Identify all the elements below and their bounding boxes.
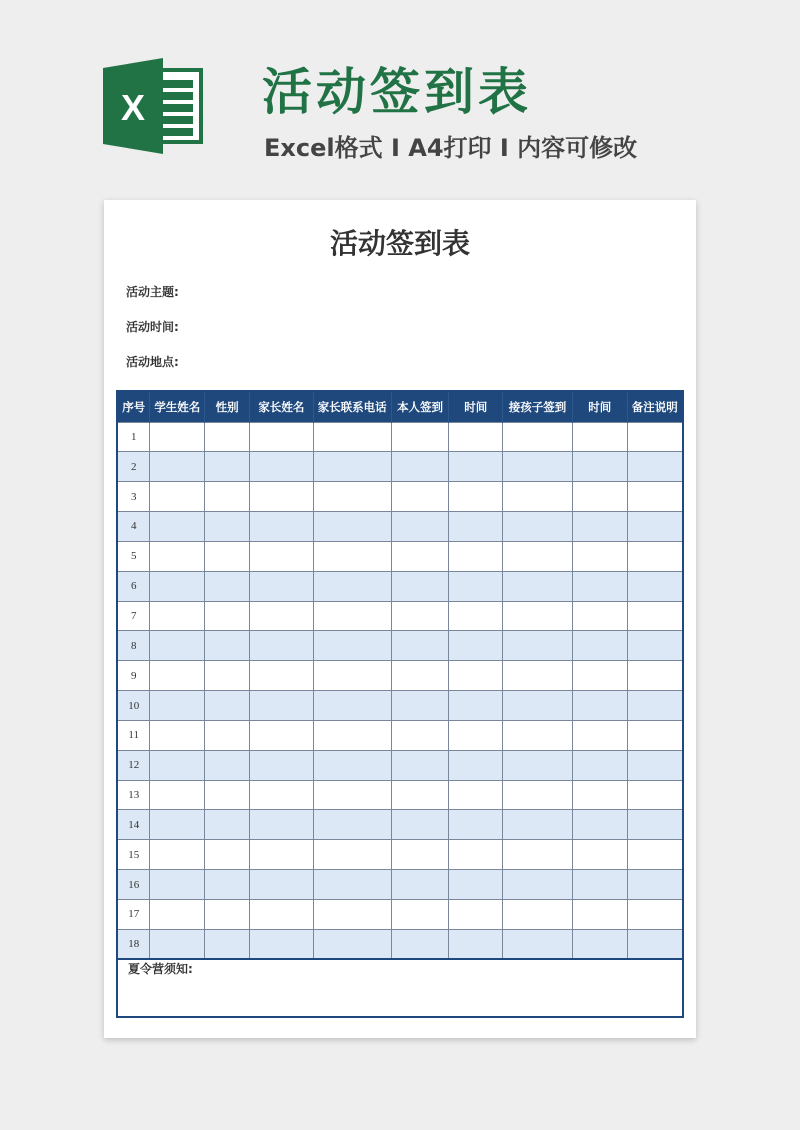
row-number: 1 — [117, 422, 150, 452]
table-cell[interactable] — [391, 929, 449, 959]
table-cell[interactable] — [205, 870, 250, 900]
table-cell[interactable] — [449, 661, 503, 691]
table-cell[interactable] — [249, 422, 313, 452]
table-row — [117, 780, 683, 810]
table-cell[interactable] — [205, 929, 250, 959]
row-number: 15 — [117, 840, 150, 870]
table-cell[interactable] — [249, 720, 313, 750]
table-cell[interactable] — [391, 452, 449, 482]
table-cell[interactable] — [503, 900, 573, 930]
column-header: 接孩子签到 — [503, 391, 573, 422]
row-number: 9 — [117, 661, 150, 691]
row-number: 10 — [117, 691, 150, 721]
table-cell[interactable] — [313, 810, 391, 840]
table-cell[interactable] — [150, 750, 205, 780]
table-cell[interactable] — [249, 780, 313, 810]
table-cell[interactable] — [391, 840, 449, 870]
row-number: 3 — [117, 482, 150, 512]
table-cell[interactable] — [150, 780, 205, 810]
excel-logo-icon — [103, 58, 203, 154]
table-cell[interactable] — [503, 571, 573, 601]
field-location: 活动地点: — [126, 355, 179, 369]
column-header: 时间 — [449, 391, 503, 422]
table-cell[interactable] — [150, 631, 205, 661]
table-cell[interactable] — [150, 900, 205, 930]
table-cell[interactable] — [205, 720, 250, 750]
table-cell[interactable] — [313, 840, 391, 870]
table-cell[interactable] — [627, 452, 683, 482]
table-cell[interactable] — [503, 870, 573, 900]
table-cell[interactable] — [313, 631, 391, 661]
table-cell[interactable] — [572, 750, 627, 780]
table-cell[interactable] — [205, 601, 250, 631]
table-cell[interactable] — [572, 870, 627, 900]
table-cell[interactable] — [503, 750, 573, 780]
table-cell[interactable] — [150, 840, 205, 870]
table-cell[interactable] — [150, 810, 205, 840]
table-cell[interactable] — [627, 780, 683, 810]
table-cell[interactable] — [205, 691, 250, 721]
table-cell[interactable] — [313, 780, 391, 810]
table-row — [117, 750, 683, 780]
notes-label: 夏令营须知: — [128, 962, 193, 976]
table-cell[interactable] — [449, 631, 503, 661]
table-cell[interactable] — [205, 541, 250, 571]
signin-table — [116, 390, 684, 960]
row-number: 16 — [117, 870, 150, 900]
table-cell[interactable] — [449, 691, 503, 721]
table-cell[interactable] — [572, 541, 627, 571]
table-cell[interactable] — [449, 452, 503, 482]
table-row — [117, 840, 683, 870]
table-cell[interactable] — [627, 870, 683, 900]
table-cell[interactable] — [150, 601, 205, 631]
table-cell[interactable] — [205, 780, 250, 810]
table-cell[interactable] — [572, 571, 627, 601]
table-cell[interactable] — [150, 691, 205, 721]
table-row — [117, 482, 683, 512]
column-header: 性别 — [205, 391, 250, 422]
table-cell[interactable] — [205, 900, 250, 930]
table-cell[interactable] — [313, 601, 391, 631]
table-cell[interactable] — [503, 541, 573, 571]
table-cell[interactable] — [449, 571, 503, 601]
table-cell[interactable] — [391, 750, 449, 780]
svg-text:X: X — [120, 87, 146, 128]
table-cell[interactable] — [627, 512, 683, 542]
row-number: 2 — [117, 452, 150, 482]
table-cell[interactable] — [627, 422, 683, 452]
table-cell[interactable] — [150, 482, 205, 512]
table-cell[interactable] — [503, 631, 573, 661]
header-subtitle: Excel格式 I A4打印 I 内容可修改 — [264, 134, 638, 162]
table-cell[interactable] — [205, 631, 250, 661]
table-cell[interactable] — [150, 870, 205, 900]
table-row — [117, 601, 683, 631]
table-cell[interactable] — [150, 541, 205, 571]
row-number: 18 — [117, 929, 150, 959]
table-cell[interactable] — [313, 929, 391, 959]
table-cell[interactable] — [249, 601, 313, 631]
table-cell[interactable] — [627, 661, 683, 691]
table-cell[interactable] — [572, 601, 627, 631]
table-cell[interactable] — [391, 870, 449, 900]
table-cell[interactable] — [313, 482, 391, 512]
table-cell[interactable] — [205, 452, 250, 482]
table-cell[interactable] — [449, 870, 503, 900]
table-cell[interactable] — [391, 691, 449, 721]
table-cell[interactable] — [627, 750, 683, 780]
table-row — [117, 631, 683, 661]
table-cell[interactable] — [627, 541, 683, 571]
table-cell[interactable] — [572, 691, 627, 721]
table-cell[interactable] — [391, 422, 449, 452]
table-cell[interactable] — [205, 810, 250, 840]
table-cell[interactable] — [503, 691, 573, 721]
table-cell[interactable] — [572, 661, 627, 691]
table-cell[interactable] — [313, 691, 391, 721]
table-cell[interactable] — [627, 900, 683, 930]
table-cell[interactable] — [313, 750, 391, 780]
table-cell[interactable] — [249, 900, 313, 930]
table-cell[interactable] — [391, 780, 449, 810]
table-row — [117, 422, 683, 452]
table-cell[interactable] — [503, 422, 573, 452]
table-cell[interactable] — [391, 482, 449, 512]
header-title: 活动签到表 — [262, 63, 532, 121]
column-header: 本人签到 — [391, 391, 449, 422]
table-cell[interactable] — [449, 541, 503, 571]
table-cell[interactable] — [627, 571, 683, 601]
table-row — [117, 541, 683, 571]
column-header: 备注说明 — [627, 391, 683, 422]
table-row — [117, 870, 683, 900]
table-cell[interactable] — [572, 929, 627, 959]
table-cell[interactable] — [503, 482, 573, 512]
column-header: 时间 — [572, 391, 627, 422]
table-cell[interactable] — [391, 571, 449, 601]
table-cell[interactable] — [449, 780, 503, 810]
table-cell[interactable] — [313, 452, 391, 482]
table-cell[interactable] — [313, 422, 391, 452]
table-cell[interactable] — [249, 870, 313, 900]
table-cell[interactable] — [313, 870, 391, 900]
table-cell[interactable] — [249, 661, 313, 691]
table-row — [117, 720, 683, 750]
row-number: 7 — [117, 601, 150, 631]
table-row — [117, 661, 683, 691]
table-row — [117, 571, 683, 601]
table-cell[interactable] — [503, 929, 573, 959]
column-header: 学生姓名 — [150, 391, 205, 422]
table-cell[interactable] — [205, 512, 250, 542]
table-cell[interactable] — [150, 720, 205, 750]
table-cell[interactable] — [572, 840, 627, 870]
column-header: 家长联系电话 — [313, 391, 391, 422]
table-cell[interactable] — [449, 482, 503, 512]
table-cell[interactable] — [503, 810, 573, 840]
row-number: 12 — [117, 750, 150, 780]
table-cell[interactable] — [249, 840, 313, 870]
table-cell[interactable] — [205, 840, 250, 870]
table-cell[interactable] — [503, 512, 573, 542]
table-cell[interactable] — [449, 422, 503, 452]
row-number: 14 — [117, 810, 150, 840]
table-cell[interactable] — [150, 929, 205, 959]
table-cell[interactable] — [503, 661, 573, 691]
table-cell[interactable] — [205, 750, 250, 780]
table-cell[interactable] — [150, 661, 205, 691]
table-cell[interactable] — [572, 900, 627, 930]
table-cell[interactable] — [313, 720, 391, 750]
table-cell[interactable] — [249, 512, 313, 542]
table-cell[interactable] — [205, 661, 250, 691]
table-cell[interactable] — [503, 452, 573, 482]
table-cell[interactable] — [449, 750, 503, 780]
notes-section — [116, 958, 684, 1018]
row-number: 13 — [117, 780, 150, 810]
table-cell[interactable] — [503, 720, 573, 750]
row-number: 5 — [117, 541, 150, 571]
field-theme: 活动主题: — [126, 285, 179, 299]
table-cell[interactable] — [150, 512, 205, 542]
table-cell[interactable] — [449, 900, 503, 930]
table-cell[interactable] — [572, 422, 627, 452]
table-cell[interactable] — [391, 541, 449, 571]
row-number: 8 — [117, 631, 150, 661]
table-cell[interactable] — [205, 571, 250, 601]
table-cell[interactable] — [150, 452, 205, 482]
table-cell[interactable] — [572, 631, 627, 661]
table-cell[interactable] — [391, 601, 449, 631]
table-cell[interactable] — [150, 571, 205, 601]
table-cell[interactable] — [249, 631, 313, 661]
table-cell[interactable] — [627, 691, 683, 721]
table-cell[interactable] — [249, 571, 313, 601]
table-cell[interactable] — [572, 780, 627, 810]
table-cell[interactable] — [449, 929, 503, 959]
column-header: 家长姓名 — [249, 391, 313, 422]
table-cell[interactable] — [572, 512, 627, 542]
row-number: 11 — [117, 720, 150, 750]
table-cell[interactable] — [503, 601, 573, 631]
sheet-title: 活动签到表 — [329, 227, 470, 260]
table-cell[interactable] — [572, 452, 627, 482]
table-cell[interactable] — [313, 512, 391, 542]
table-row — [117, 900, 683, 930]
table-cell[interactable] — [627, 601, 683, 631]
table-row — [117, 810, 683, 840]
table-cell[interactable] — [449, 512, 503, 542]
table-cell[interactable] — [627, 840, 683, 870]
table-cell[interactable] — [249, 750, 313, 780]
table-cell[interactable] — [205, 422, 250, 452]
table-cell[interactable] — [313, 541, 391, 571]
table-cell[interactable] — [627, 720, 683, 750]
table-cell[interactable] — [503, 840, 573, 870]
table-cell[interactable] — [249, 929, 313, 959]
table-cell[interactable] — [313, 900, 391, 930]
table-cell[interactable] — [627, 482, 683, 512]
table-cell[interactable] — [391, 720, 449, 750]
row-number: 17 — [117, 900, 150, 930]
table-cell[interactable] — [249, 482, 313, 512]
table-cell[interactable] — [391, 631, 449, 661]
table-row — [117, 512, 683, 542]
table-cell[interactable] — [627, 810, 683, 840]
table-cell[interactable] — [313, 661, 391, 691]
table-cell[interactable] — [249, 541, 313, 571]
table-cell[interactable] — [449, 601, 503, 631]
table-cell[interactable] — [449, 720, 503, 750]
field-time: 活动时间: — [126, 320, 179, 334]
table-cell[interactable] — [572, 482, 627, 512]
table-row — [117, 452, 683, 482]
table-cell[interactable] — [627, 929, 683, 959]
table-row — [117, 691, 683, 721]
table-row — [117, 929, 683, 959]
sheet-page — [104, 200, 696, 1038]
table-cell[interactable] — [449, 840, 503, 870]
table-cell[interactable] — [150, 422, 205, 452]
table-cell[interactable] — [503, 780, 573, 810]
table-cell[interactable] — [205, 482, 250, 512]
table-cell[interactable] — [249, 452, 313, 482]
table-cell[interactable] — [627, 631, 683, 661]
table-cell[interactable] — [572, 810, 627, 840]
table-cell[interactable] — [449, 810, 503, 840]
table-cell[interactable] — [391, 661, 449, 691]
table-cell[interactable] — [313, 571, 391, 601]
column-header: 序号 — [117, 391, 150, 422]
table-cell[interactable] — [391, 512, 449, 542]
table-cell[interactable] — [572, 720, 627, 750]
table-cell[interactable] — [391, 900, 449, 930]
row-number: 4 — [117, 512, 150, 542]
table-cell[interactable] — [249, 691, 313, 721]
table-cell[interactable] — [249, 810, 313, 840]
row-number: 6 — [117, 571, 150, 601]
table-cell[interactable] — [391, 810, 449, 840]
